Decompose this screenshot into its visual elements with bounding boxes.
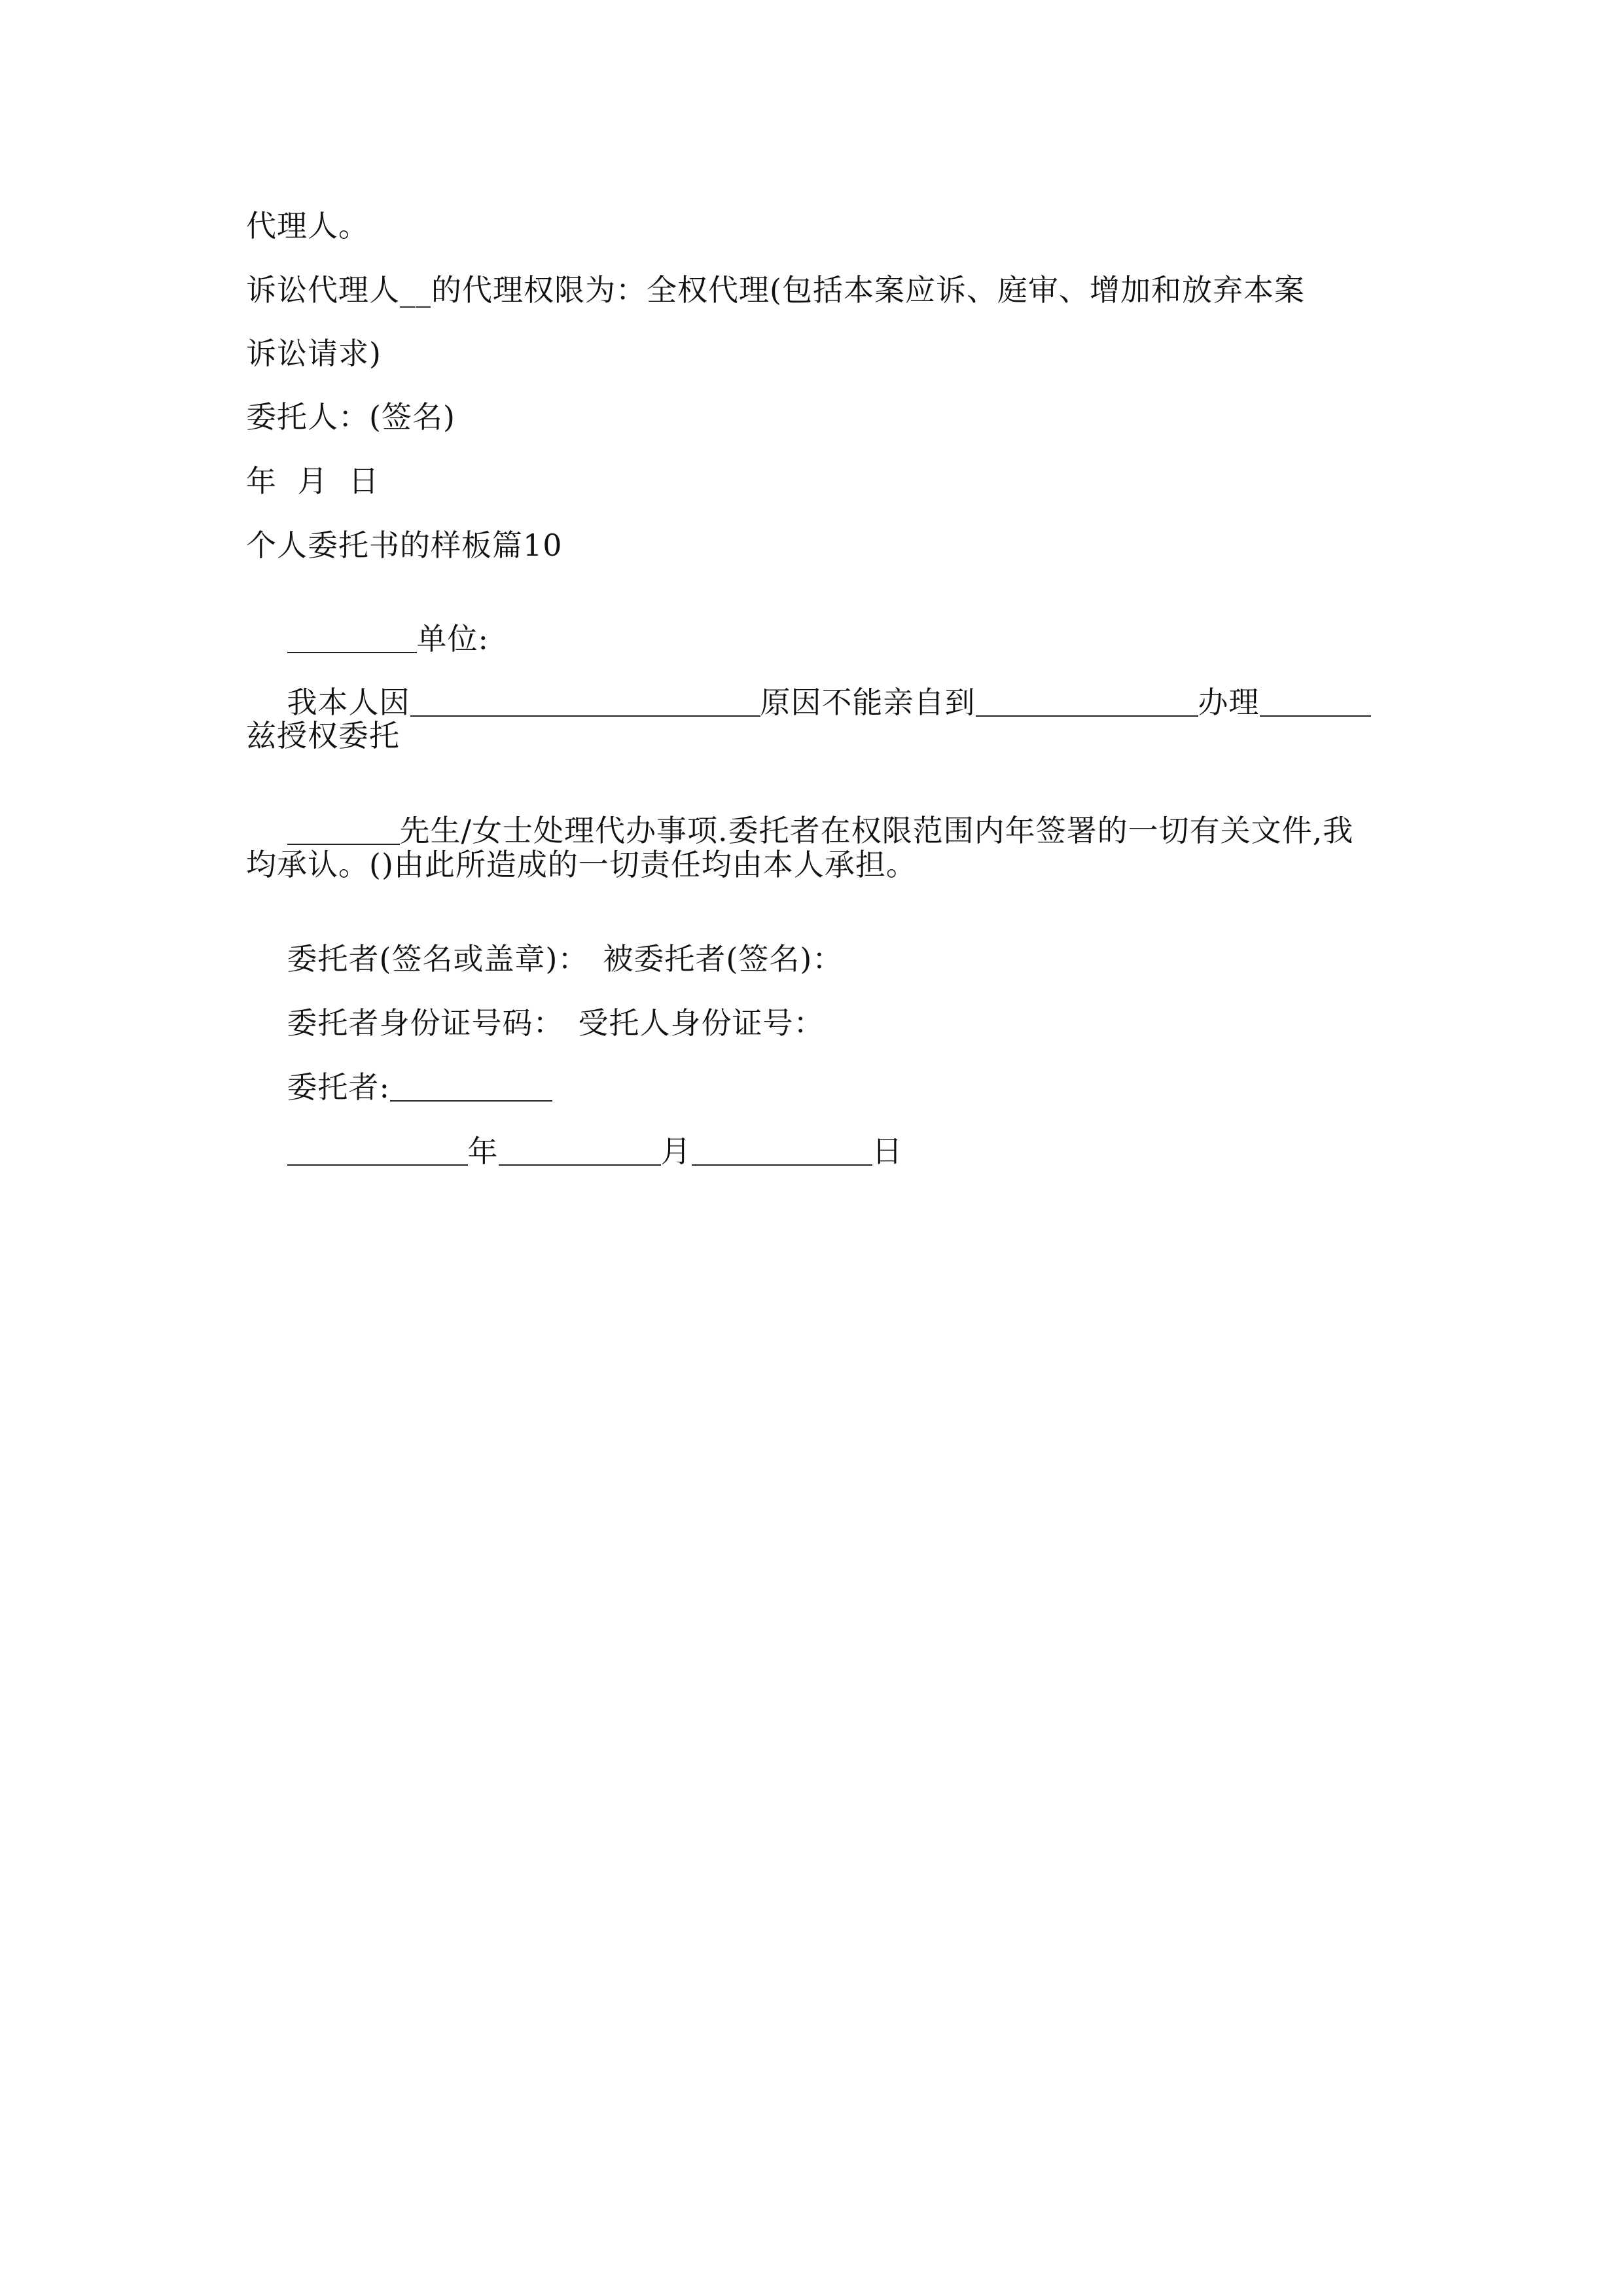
day-blank[interactable] [692,1137,872,1166]
text-line-date-fill [246,1106,903,1196]
month-label: 月 [660,1134,692,1169]
reason-prefix: 我本人因 [287,685,410,720]
handle-label: 办理 [1198,685,1260,720]
principal-sign-label: 委托者(签名或盖章)： [287,941,589,977]
year-blank[interactable] [287,1137,468,1166]
text-line-responsibility: 均承认。()由此所造成的一切责任均由本人承担。 [246,847,917,882]
year-label: 年 [467,1134,499,1169]
reason-middle: 原因不能亲自到 [760,685,976,720]
delegate-text: 先生/女士处理代办事项.委托者在权限范围内年签署的一切有关文件,我 [399,813,1354,848]
text-line-authorize: 兹授权委托 [246,718,400,753]
text-line-date: 年 月 日 [246,463,380,499]
text-line-agent: 代理人。 [246,208,369,243]
text-line-principal-signature: 委托人：(签名) [246,399,455,435]
delegate-sign-label: 被委托者(签名)： [603,941,844,977]
text-line-agent-authority: 诉讼代理人__的代理权限为：全权代理(包括本案应诉、庭审、增加和放弃本案 [246,272,1305,308]
text-line-litigation-request: 诉讼请求) [246,336,382,371]
unit-blank[interactable] [287,624,417,653]
unit-label: 单位: [416,621,489,656]
principal-blank[interactable] [390,1073,552,1102]
matter-blank[interactable] [1260,688,1371,717]
section-heading: 个人委托书的样板篇10 [246,528,563,563]
delegate-id-label: 受托人身份证号： [578,1005,825,1041]
delegate-name-blank[interactable] [287,816,400,845]
destination-blank[interactable] [976,688,1198,717]
principal-label: 委托者: [287,1069,390,1105]
reason-blank[interactable] [410,688,760,717]
principal-id-label: 委托者身份证号码： [287,1005,564,1041]
month-blank[interactable] [499,1137,661,1166]
day-label: 日 [872,1134,903,1169]
text-line-reason [246,657,1371,747]
